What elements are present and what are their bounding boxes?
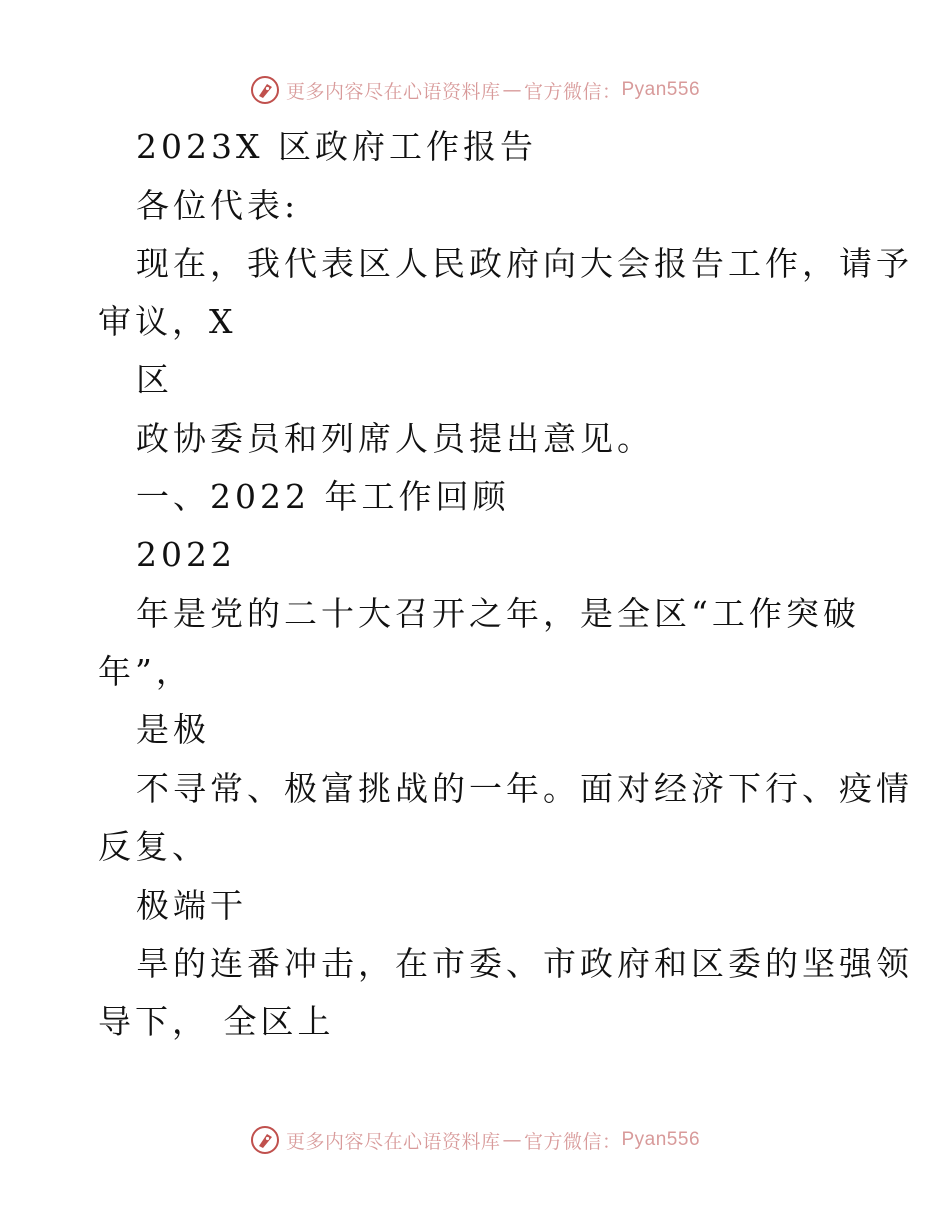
paragraph-line: 年”， <box>98 652 193 691</box>
watermark-dash: — <box>502 79 522 101</box>
salutation: 各位代表: <box>136 186 300 225</box>
watermark-text: 更多内容尽在心语资料库 <box>285 80 501 103</box>
watermark-label: 官方微信： <box>523 1130 622 1153</box>
watermark-id: Pyan556 <box>621 1129 701 1150</box>
paragraph-line: 政协委员和列席人员提出意见。 <box>136 419 654 458</box>
pen-nib-circle-icon <box>250 1125 280 1155</box>
paragraph-line: 区 <box>136 360 173 399</box>
paragraph-line: 现在，我代表区人民政府向大会报告工作，请予 <box>136 244 913 283</box>
paragraph-line: 反复、 <box>98 827 209 866</box>
watermark-label: 官方微信： <box>523 80 622 103</box>
paragraph-line: 2022 <box>136 535 236 574</box>
paragraph-line: 审议，X <box>98 302 237 341</box>
watermark-dash: — <box>502 1129 522 1151</box>
paragraph-line: 导下， 全区上 <box>98 1002 335 1041</box>
paragraph-line: 旱的连番冲击，在市委、市政府和区委的坚强领 <box>136 944 913 983</box>
header-watermark <box>0 70 950 110</box>
paragraph-line: 年是党的二十大召开之年，是全区“工作突破 <box>136 594 860 633</box>
paragraph-line: 极端干 <box>136 886 247 925</box>
section-heading: 一、2022 年工作回顾 <box>136 477 510 516</box>
paragraph-line: 是极 <box>136 710 210 749</box>
pen-nib-circle-icon <box>250 75 280 105</box>
document-title: 2023X 区政府工作报告 <box>136 127 537 166</box>
watermark-id: Pyan556 <box>621 79 701 100</box>
paragraph-line: 不寻常、极富挑战的一年。面对经济下行、疫情 <box>136 769 913 808</box>
watermark-text: 更多内容尽在心语资料库 <box>285 1130 501 1153</box>
footer-watermark <box>0 1120 950 1160</box>
